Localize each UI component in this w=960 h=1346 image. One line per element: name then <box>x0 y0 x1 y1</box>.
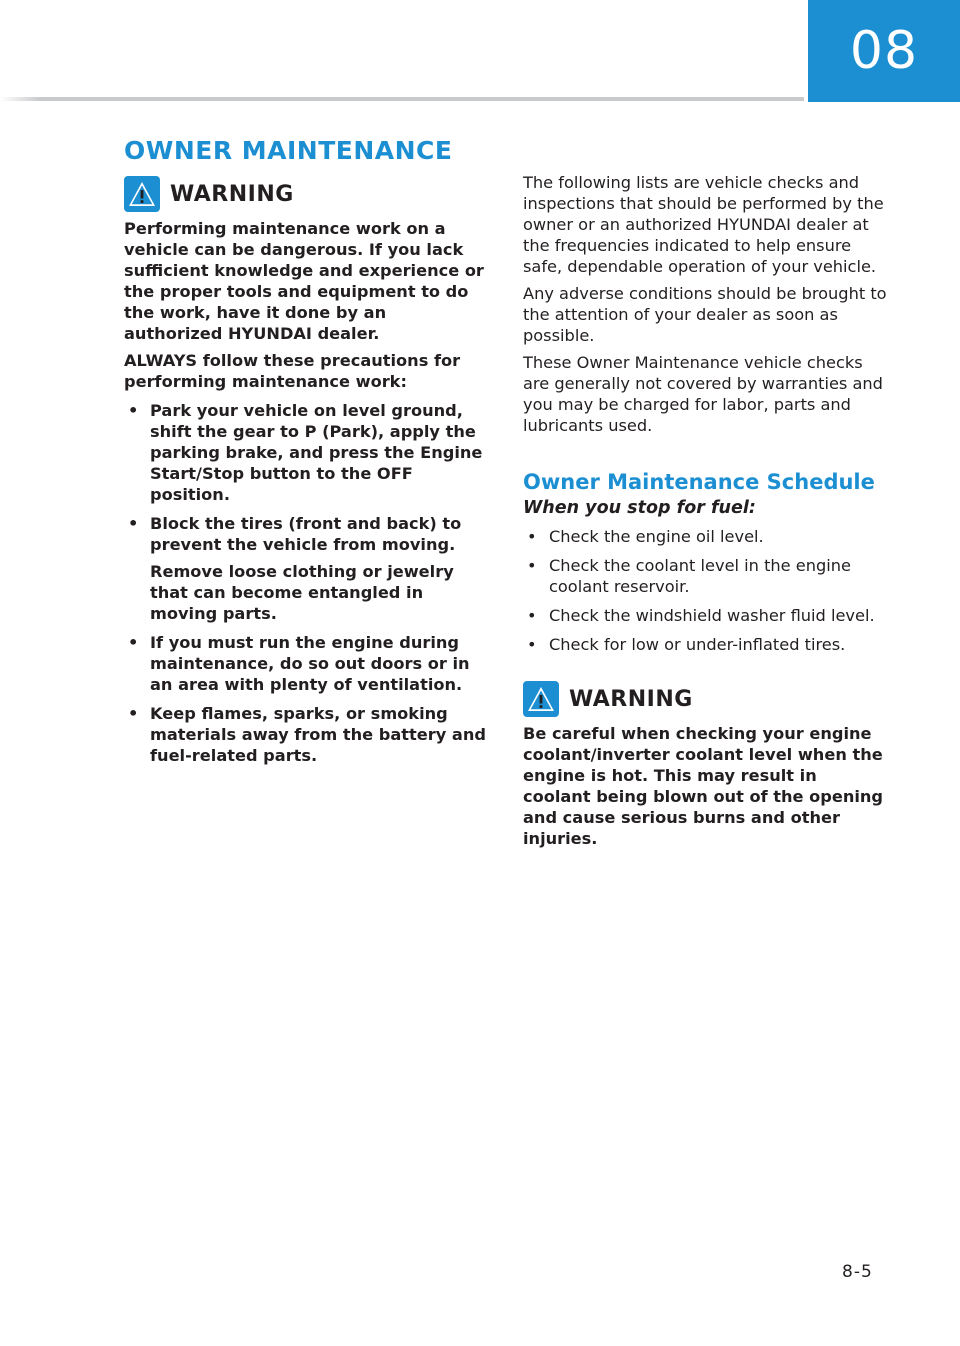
fuel-check-list <box>523 526 889 655</box>
bullet-icon: • <box>128 633 139 652</box>
list-item: • Check for low or under-inflated tires. <box>527 635 846 654</box>
fuel-subtitle: When you stop for fuel: <box>523 498 756 518</box>
list-item: • Block the tires (front and back) to prevent the vehicle from moving. Remove loose clothing or jewelry that can become entangled in moving parts. <box>124 513 486 624</box>
warning-label: WARNING <box>170 181 294 207</box>
schedule-title: Owner Maintenance Schedule <box>523 470 875 494</box>
bullet-icon: • <box>128 704 139 723</box>
warning-triangle-icon <box>124 176 160 212</box>
warning-triangle-icon <box>523 681 559 717</box>
intro-paragraph: These Owner Maintenance vehicle checks are generally not covered by warranties and you may be charged for labor, parts and lubricants used. <box>523 353 883 435</box>
chapter-tab: 08 <box>808 0 960 102</box>
list-item: • Check the engine oil level. <box>527 527 764 546</box>
coolant-warning-text: Be careful when checking your engine coolant/inverter coolant level when the engine is hot. This may result in coolant being blown out of the opening and cause serious burns and other injuries. <box>523 724 884 848</box>
list-item: • If you must run the engine during maintenance, do so out doors or in an area with plenty of ventilation. <box>128 633 470 694</box>
warning-header <box>523 681 889 717</box>
page-number: 8-5 <box>842 1262 873 1282</box>
list-item: • Check the coolant level in the engine coolant reservoir. <box>527 556 851 596</box>
header-rule-fade <box>0 97 40 101</box>
list-item: • Keep flames, sparks, or smoking materials away from the battery and fuel-related parts. <box>128 704 486 765</box>
list-item: • Check the windshield washer fluid level. <box>527 606 875 625</box>
section-title: OWNER MAINTENANCE <box>124 136 453 165</box>
bullet-icon: • <box>527 606 537 625</box>
bullet-icon: • <box>128 401 139 420</box>
warning-intro: Performing maintenance work on a vehicle can be dangerous. If you lack sufficient knowledge and experience or the proper tools and equipment to do the work, have it done by an authorized HYUNDAI dealer. <box>124 219 484 343</box>
header-rule <box>0 97 804 101</box>
list-item: • Park your vehicle on level ground, shift the gear to P (Park), apply the parking brake, and press the Engine Start/Stop button to the OFF position. <box>128 401 483 504</box>
bullet-icon: • <box>527 556 537 575</box>
list-item-subparagraph: Remove loose clothing or jewelry that can become entangled in moving parts. <box>150 562 454 623</box>
precautions-intro: ALWAYS follow these precautions for performing maintenance work: <box>124 351 461 391</box>
bullet-icon: • <box>128 514 139 533</box>
bullet-icon: • <box>527 635 537 654</box>
warning-header <box>124 176 486 212</box>
intro-paragraph: The following lists are vehicle checks and inspections that should be performed by the owner or an authorized HYUNDAI dealer at the frequencies indicated to help ensure safe, dependable operation of your vehicle. <box>523 173 884 276</box>
left-column <box>124 176 486 774</box>
right-column <box>523 172 889 849</box>
intro-paragraph: Any adverse conditions should be brought to the attention of your dealer as soon as possible. <box>523 284 887 345</box>
warning-label: WARNING <box>569 686 693 712</box>
precautions-list <box>124 400 486 766</box>
bullet-icon: • <box>527 527 537 546</box>
